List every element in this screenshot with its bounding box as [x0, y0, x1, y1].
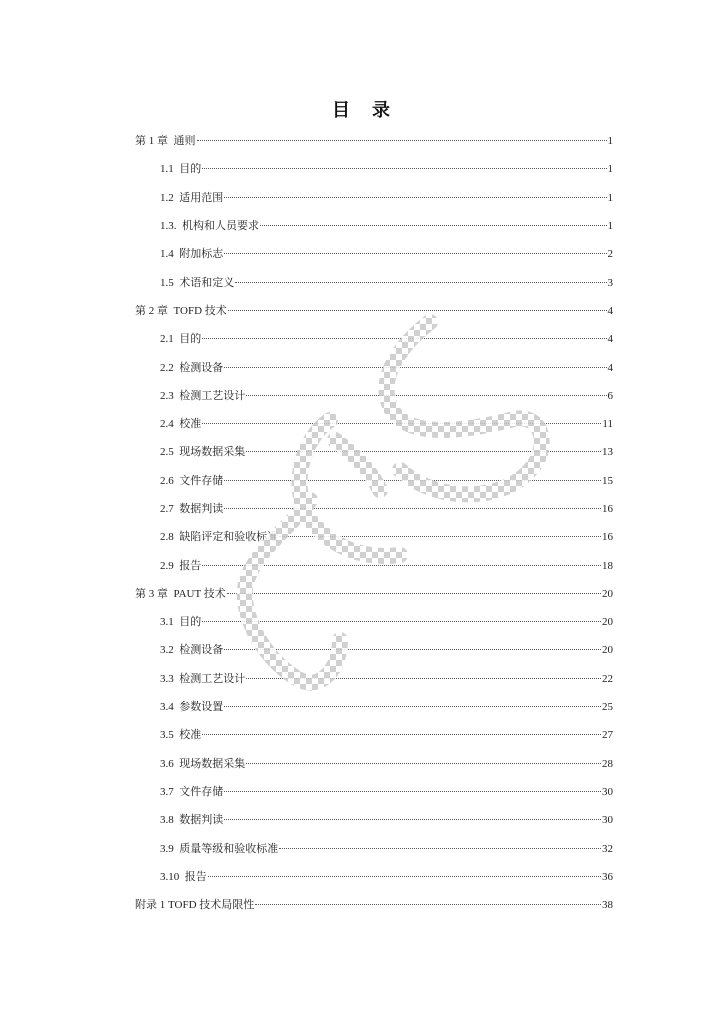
toc-entry[interactable]: [0, 494, 724, 522]
toc-entry-title: 3.10 报告: [160, 870, 207, 883]
toc-entry-title: 2.5 现场数据采集: [160, 446, 246, 459]
toc-page-number: 27: [602, 729, 613, 742]
toc-entry[interactable]: [0, 352, 724, 380]
toc-leader-dots: [224, 706, 601, 707]
toc-leader-dots: [224, 367, 606, 368]
toc-entry[interactable]: [0, 805, 724, 833]
toc-leader-dots: [235, 282, 606, 283]
toc-entry-title: 附录 1 TOFD 技术局限性: [135, 899, 255, 912]
toc-entry[interactable]: [0, 890, 724, 918]
toc-entry-title: 2.1 目的: [160, 333, 202, 346]
toc-leader-dots: [246, 451, 601, 452]
table-of-contents: [0, 126, 724, 918]
toc-entry-title: 1.2 适用范围: [160, 191, 224, 204]
toc-page-number: 30: [602, 814, 613, 827]
toc-page-number: 6: [607, 389, 613, 402]
toc-page-number: 2: [607, 248, 613, 261]
toc-entry-title: 3.7 文件存储: [160, 785, 224, 798]
toc-entry[interactable]: [0, 777, 724, 805]
toc-page-number: 32: [602, 842, 613, 855]
toc-entry[interactable]: [0, 183, 724, 211]
toc-page-number: 38: [602, 899, 613, 912]
toc-entry[interactable]: [0, 267, 724, 295]
toc-leader-dots: [224, 480, 601, 481]
toc-page-number: 11: [602, 418, 613, 431]
toc-page-number: 20: [602, 644, 613, 657]
toc-entry-title: 第 3 章 PAUT 技术: [135, 587, 226, 600]
toc-page-number: 16: [602, 531, 613, 544]
toc-page-number: 4: [607, 333, 613, 346]
toc-entry[interactable]: [0, 550, 724, 578]
toc-entry-title: 3.8 数据判读: [160, 814, 224, 827]
page-title: 目 录: [332, 100, 392, 120]
toc-entry-title: 2.7 数据判读: [160, 503, 224, 515]
toc-entry-title: 3.6 现场数据采集: [160, 757, 246, 770]
toc-entry-title: 2.2 检测设备: [160, 361, 224, 374]
toc-entry[interactable]: [0, 296, 724, 324]
toc-page-number: 36: [602, 870, 613, 883]
toc-page-number: 22: [602, 672, 613, 685]
toc-entry-title: 1.4 附加标志: [160, 248, 224, 261]
toc-leader-dots: [224, 649, 601, 650]
toc-leader-dots: [197, 140, 607, 141]
toc-entry[interactable]: [0, 749, 724, 777]
toc-leader-dots: [255, 904, 601, 905]
toc-leader-dots: [279, 536, 601, 537]
toc-leader-dots: [260, 225, 607, 226]
toc-entry[interactable]: [0, 381, 724, 409]
toc-entry[interactable]: [0, 833, 724, 861]
toc-entry-title: 3.9 质量等级和验收标准: [160, 842, 279, 855]
toc-entry[interactable]: [0, 324, 724, 352]
toc-page-number: 1: [607, 163, 613, 176]
toc-entry[interactable]: [0, 635, 724, 663]
toc-page-number: 1: [607, 220, 613, 233]
toc-entry-title: 第 1 章 通则: [135, 135, 196, 148]
toc-entry-title: 2.9 报告: [160, 559, 202, 572]
toc-entry[interactable]: [0, 522, 724, 550]
toc-leader-dots: [227, 593, 601, 594]
toc-leader-dots: [228, 310, 607, 311]
toc-leader-dots: [246, 395, 606, 396]
toc-page-number: 4: [607, 361, 613, 374]
toc-entry-title: 2.8 缺陷评定和验收标准: [160, 531, 279, 544]
toc-entry[interactable]: [0, 720, 724, 748]
toc-leader-dots: [202, 565, 601, 566]
toc-leader-dots: [246, 678, 601, 679]
toc-entry-title: 1.1 目的: [160, 163, 202, 176]
toc-entry[interactable]: [0, 607, 724, 635]
toc-entry-title: 3.4 参数设置: [160, 701, 224, 714]
toc-entry-title: 第 2 章 TOFD 技术: [135, 304, 227, 317]
toc-entry[interactable]: [0, 664, 724, 692]
toc-leader-dots: [224, 819, 601, 820]
toc-entry[interactable]: [0, 437, 724, 465]
toc-page-number: 18: [602, 559, 613, 572]
toc-entry[interactable]: [0, 466, 724, 494]
toc-page-number: 1: [607, 135, 613, 148]
toc-entry-title: 1.5 术语和定义: [160, 276, 235, 289]
toc-leader-dots: [202, 423, 601, 424]
toc-page-number: 20: [602, 616, 613, 629]
toc-entry[interactable]: [0, 579, 724, 607]
toc-leader-dots: [202, 338, 606, 339]
toc-entry[interactable]: [0, 862, 724, 890]
toc-entry-title: 3.1 目的: [160, 616, 202, 629]
toc-page-number: 1: [607, 191, 613, 204]
toc-entry-title: 3.5 校准: [160, 729, 202, 742]
toc-entry[interactable]: [0, 211, 724, 239]
toc-entry-title: 3.2 检测设备: [160, 644, 224, 657]
toc-leader-dots: [208, 876, 601, 877]
toc-leader-dots: [224, 508, 601, 509]
toc-entry-title: 2.6 文件存储: [160, 474, 224, 487]
toc-leader-dots: [224, 791, 601, 792]
toc-page-number: 20: [602, 587, 613, 600]
toc-entry-title: 3.3 检测工艺设计: [160, 672, 246, 685]
toc-entry-title: 2.3 检测工艺设计: [160, 389, 246, 402]
toc-page-number: 15: [602, 474, 613, 487]
toc-leader-dots: [279, 848, 601, 849]
toc-entry[interactable]: [0, 692, 724, 720]
toc-entry-title: 1.3. 机构和人员要求: [160, 220, 259, 233]
toc-page-number: 30: [602, 785, 613, 798]
toc-page-number: 3: [607, 276, 613, 289]
toc-entry-title: 2.4 校准: [160, 418, 202, 431]
toc-leader-dots: [202, 168, 606, 169]
toc-leader-dots: [246, 763, 601, 764]
toc-leader-dots: [224, 253, 606, 254]
toc-page-number: 25: [602, 701, 613, 714]
toc-entry[interactable]: [0, 154, 724, 182]
toc-leader-dots: [224, 197, 606, 198]
toc-page-number: 28: [602, 757, 613, 770]
toc-page-number: 4: [607, 304, 613, 317]
toc-page-number: 16: [602, 503, 613, 515]
toc-entry[interactable]: [0, 409, 724, 437]
toc-leader-dots: [202, 621, 601, 622]
toc-entry[interactable]: [0, 126, 724, 154]
toc-page-number: 13: [602, 446, 613, 459]
toc-leader-dots: [202, 734, 601, 735]
toc-entry[interactable]: [0, 239, 724, 267]
